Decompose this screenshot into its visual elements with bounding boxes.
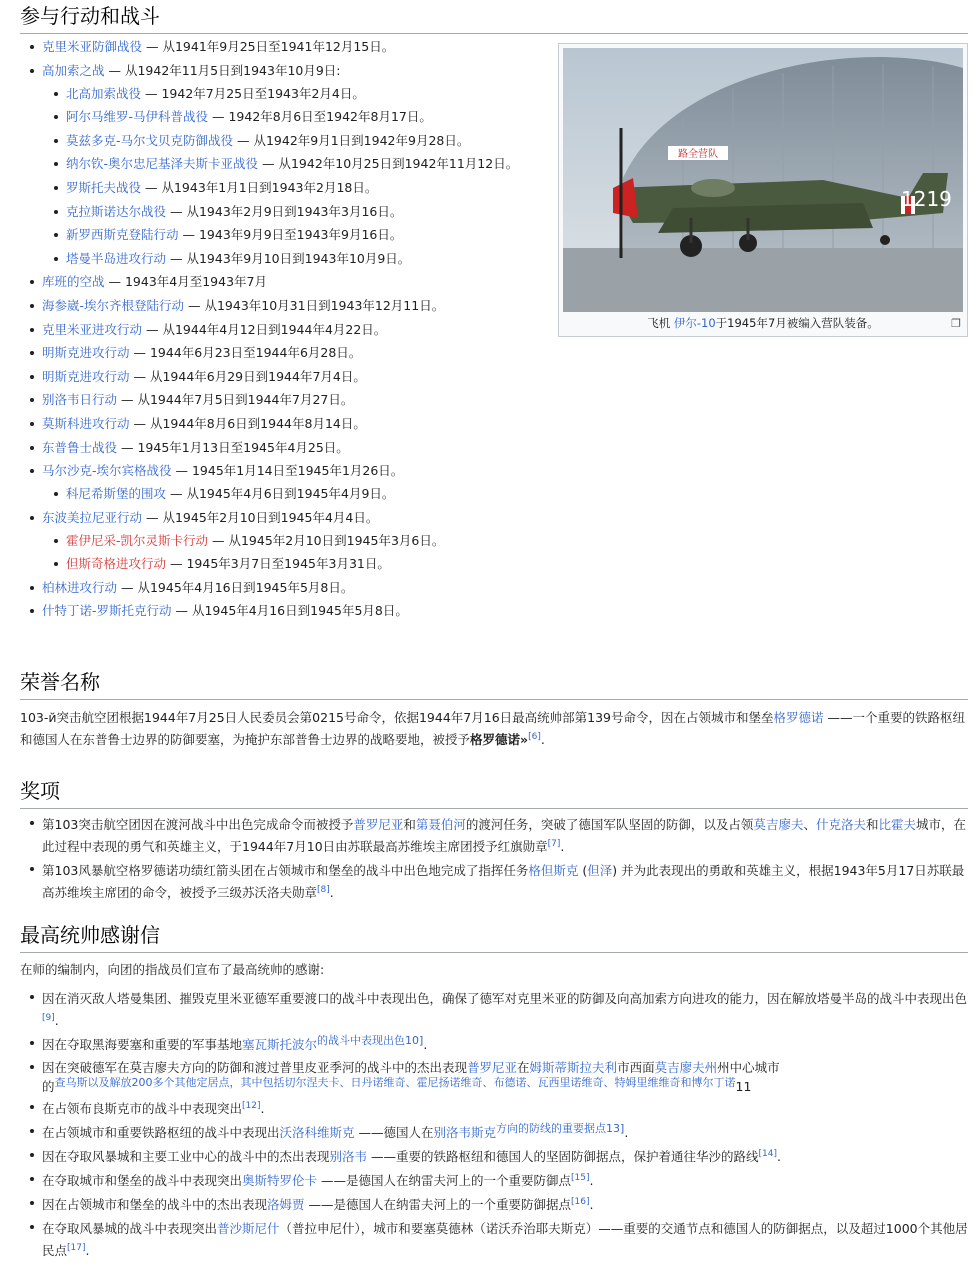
- link-bykhov[interactable]: 比霍夫: [878, 817, 917, 832]
- operation-item: [52, 85, 548, 102]
- operation-link[interactable]: 新罗西斯克登陆行动: [66, 227, 179, 243]
- honor-paragraph: 103-й突击航空团根据1944年7月25日人民委员会第0215号命令，依据1944年7月16日最高统帅部第139号命令，因在占领城市和堡垒格罗德诺 ——一个重要的铁路枢纽和德国人在东普鲁士边界的防御要塞，为掩护东部普鲁士边界的战略要地，被授予格罗德诺»[6].: [20, 710, 966, 747]
- award-item: 第103突击航空团因在渡河战斗中出色完成命令而被授予普罗尼亚和第聂伯河的渡河任务，突破了德国军队坚固的防御，以及占领莫吉廖夫、什克洛夫和比霍夫城市，在此过程中表现的勇气和英雄主义，于1944年7月10日由苏联最高苏维埃主席团授予红旗勋章[7].: [28, 814, 968, 858]
- operation-dates: — 1943年9月9日至1943年9月16日。: [178, 227, 403, 243]
- operation-item: [52, 108, 548, 125]
- operation-link[interactable]: 塔曼半岛进攻行动: [66, 250, 167, 266]
- thanks-item: 在占领城市和重要铁路枢纽的战斗中表现出沃洛科维斯克 ——德国人在别洛韦斯克$^{方向的防线的重要据点13]}$.: [28, 1122, 968, 1144]
- link-pronya[interactable]: 普罗尼亚: [353, 817, 404, 832]
- operation-sublist: [52, 532, 548, 573]
- thanks-item: 在夺取城市和堡垒的战斗中表现突出奥斯特罗伦卡 ——是德国人在纳雷夫河上的一个重要防御点[15].: [28, 1170, 968, 1192]
- enlarge-icon[interactable]: ❐: [951, 317, 961, 330]
- awards-list: [28, 814, 968, 906]
- link-mogilev[interactable]: 莫吉廖夫: [753, 817, 804, 832]
- operation-item: [52, 532, 548, 549]
- link-belovezhsk[interactable]: 别洛韦斯克: [433, 1125, 497, 1140]
- operation-dates: — 从1945年2月10日到1945年4月4日。: [142, 509, 379, 525]
- operation-link[interactable]: 海参崴-埃尔齐根登陆行动: [42, 297, 185, 313]
- thanks-item: 因在夺取黑海要塞和重要的军事基地塞瓦斯托波尔$^{的战斗中表现出色10]}$.: [28, 1034, 968, 1056]
- operation-item: [28, 344, 548, 361]
- operation-item: [28, 273, 548, 290]
- ref-7[interactable]: [7]: [547, 838, 561, 849]
- operation-link[interactable]: 高加索之战: [42, 62, 105, 78]
- thanks-item: 在夺取风暴城的战斗中表现突出普沙斯尼什（普拉申尼什），城市和要塞莫德林（诺沃乔治耶夫斯克）——重要的交通节点和德国人的防御据点，以及超过1000个其他居民点[17].: [28, 1218, 968, 1262]
- operation-link[interactable]: 北高加索战役: [66, 85, 142, 101]
- operation-dates: — 从1942年10月25日到1942年11月12日。: [258, 156, 519, 172]
- section-title-awards: 奖项: [20, 775, 968, 809]
- operation-dates: — 从1942年11月5日到1943年10月9日:: [104, 62, 341, 78]
- operation-item: [28, 602, 548, 619]
- operation-link[interactable]: 但斯奇格进攻行动: [66, 556, 167, 572]
- operation-item: [28, 509, 548, 573]
- thanks-item: 在占领布良斯克市的战斗中表现突出[12].: [28, 1098, 968, 1120]
- operation-item: [28, 368, 548, 385]
- operation-item: [52, 555, 548, 572]
- section-title-thanks: 最高统帅感谢信: [20, 919, 968, 953]
- thanks-item: 因在突破德军在莫吉廖夫方向的防御和渡过普里皮亚季河的战斗中的杰出表现普罗尼亚在姆斯蒂斯拉夫利市西面莫吉廖夫州州中心城市 的$^{查乌斯以及解放200多个其他定居点,其中包括切尔涅夫卡、日丹诺维奇、霍尼扬诺维奇、布德诺、瓦西里诺维奇、特姆里维维奇和博尔丁诺}$11: [28, 1058, 882, 1096]
- operation-dates: — 从1944年6月29日到1944年7月4日。: [129, 368, 366, 384]
- operation-sublist: [52, 485, 548, 502]
- plane-number: 1219: [901, 187, 952, 211]
- operation-dates: — 从1943年2月9日到1943年3月16日。: [166, 203, 403, 219]
- operation-dates: — 从1945年4月6日到1945年4月9日。: [166, 486, 395, 502]
- ref-8[interactable]: [8]: [317, 884, 330, 895]
- operation-dates: — 1945年1月13日至1945年4月25日。: [117, 439, 349, 455]
- ref-17[interactable]: [17]: [67, 1242, 86, 1253]
- operation-dates: — 1942年8月6日至1942年8月17日。: [208, 109, 432, 125]
- operation-link[interactable]: 库班的空战: [42, 274, 105, 290]
- operation-link[interactable]: 马尔沙克-埃尔宾格战役: [42, 463, 172, 479]
- operation-link[interactable]: 霍伊尼采-凯尔灵斯卡行动: [66, 532, 209, 548]
- award-item: 第103风暴航空格罗德诺功绩红箭头团在占领城市和堡垒的战斗中出色地完成了指挥任务格但斯克 (但泽) 并为此表现出的勇敢和英雄主义，根据1943年5月17日苏联最高苏维埃主席团的命令，被授予三级苏沃洛夫勋章[8].: [28, 860, 968, 904]
- link-danzig[interactable]: 但泽: [587, 863, 613, 878]
- link-pronya-2[interactable]: 普罗尼亚: [467, 1060, 518, 1075]
- thanks-list: [28, 988, 968, 1264]
- operation-link[interactable]: 克拉斯诺达尔战役: [66, 203, 167, 219]
- operation-dates: — 1944年6月23日至1944年6月28日。: [129, 345, 362, 361]
- operation-item: [52, 250, 548, 267]
- operation-link[interactable]: 阿尔马维罗-马伊科普战役: [66, 109, 209, 125]
- operation-link[interactable]: 纳尔钦-奥尔忠尼基泽夫斯卡亚战役: [66, 156, 259, 172]
- aircraft-photo[interactable]: [563, 48, 963, 312]
- ref-9[interactable]: [9]: [42, 1012, 55, 1023]
- link-shklov[interactable]: 什克洛夫: [815, 817, 866, 832]
- link-przasnysz[interactable]: 普沙斯尼什: [217, 1221, 280, 1236]
- operation-dates: — 从1943年9月10日到1943年10月9日。: [166, 250, 411, 266]
- link-volkovysk[interactable]: 沃洛科维斯克: [279, 1125, 355, 1140]
- operation-link[interactable]: 莫兹多克-马尔戈贝克防御战役: [66, 132, 234, 148]
- operation-link[interactable]: 莫斯科进攻行动: [42, 415, 130, 431]
- operation-dates: — 从1944年7月5日到1944年7月27日。: [117, 392, 354, 408]
- operation-dates: — 1943年4月至1943年7月: [104, 274, 267, 290]
- operation-item: [28, 297, 548, 314]
- operation-link[interactable]: 明斯克进攻行动: [42, 345, 130, 361]
- operation-item: [52, 203, 548, 220]
- operation-link[interactable]: 克里米亚进攻行动: [42, 321, 143, 337]
- operation-link[interactable]: 东普鲁士战役: [42, 439, 118, 455]
- operation-item: [52, 179, 548, 196]
- operation-dates: — 1945年1月14日至1945年1月26日。: [171, 463, 404, 479]
- operation-link[interactable]: 罗斯托夫战役: [66, 179, 142, 195]
- operation-item: [52, 132, 548, 149]
- operation-dates: — 1942年7月25日至1943年2月4日。: [141, 85, 365, 101]
- operation-link[interactable]: 东波美拉尼亚行动: [42, 509, 143, 525]
- hangar-sign: 路全营队: [678, 149, 718, 160]
- aircraft-figure: [558, 43, 968, 337]
- link-ostroleka[interactable]: 奥斯特罗伦卡: [242, 1173, 318, 1188]
- operation-dates: — 从1942年9月1日到1942年9月28日。: [233, 132, 470, 148]
- link-gdansk[interactable]: 格但斯克: [528, 863, 579, 878]
- figure-caption: 飞机 伊尔-10于1945年7月被编入营队装备。: [647, 316, 879, 330]
- operation-item: [52, 226, 548, 243]
- ref-12[interactable]: [12]: [242, 1100, 261, 1111]
- link-dnieper[interactable]: 第聂伯河: [415, 817, 466, 832]
- thanks-item: 因在消灭敌人塔曼集团、摧毁克里米亚德军重要渡口的战斗中表现出色，确保了德军对克里米亚的防御及向高加索方向进攻的能力，因在解放塔曼半岛的战斗中表现出色[9].: [28, 988, 968, 1032]
- operation-item: [28, 579, 548, 596]
- operation-dates: — 从1941年9月25日至1941年12月15日。: [142, 39, 395, 54]
- operation-item: [28, 415, 548, 432]
- operation-link[interactable]: 明斯克进攻行动: [42, 368, 130, 384]
- ref-14[interactable]: [14]: [758, 1148, 777, 1159]
- operation-link[interactable]: 柏林进攻行动: [42, 579, 118, 595]
- section-title-honor: 荣誉名称: [20, 666, 968, 700]
- operation-item: [28, 462, 548, 502]
- operation-link[interactable]: 科尼希斯堡的围攻: [66, 486, 167, 502]
- operation-dates: — 从1945年2月10日到1945年3月6日。: [208, 532, 445, 548]
- thanks-intro: 在师的编制内，向团的指战员们宣布了最高统帅的感谢:: [20, 962, 325, 977]
- thanks-item: 因在夺取风暴城和主要工业中心的战斗中的杰出表现别洛韦 ——重要的铁路枢纽和德国人的坚固防御据点，保护着通往华沙的路线[14].: [28, 1146, 968, 1168]
- figure-caption-link[interactable]: 伊尔-10: [673, 316, 716, 330]
- operation-item: [28, 391, 548, 408]
- section-title-operations: 参与行动和战斗: [20, 0, 968, 34]
- thanks-item: 因在占领城市和堡垒的战斗中的杰出表现洛姆贾 ——是德国人在纳雷夫河上的一个重要防御据点[16].: [28, 1194, 968, 1216]
- operation-item: [28, 62, 548, 267]
- operation-link[interactable]: 克里米亚防御战役: [42, 39, 143, 54]
- operation-dates: — 从1944年8月6日到1944年8月14日。: [129, 415, 366, 431]
- operation-dates: — 从1943年10月31日到1943年12月11日。: [184, 297, 445, 313]
- operation-link[interactable]: 什特丁诺-罗斯托克行动: [42, 603, 172, 619]
- honor-link-grodno[interactable]: 格罗德诺: [773, 710, 824, 725]
- operation-item: [52, 155, 548, 172]
- operation-dates: — 从1945年4月16日到1945年5月8日。: [117, 579, 354, 595]
- operations-list: [28, 38, 548, 626]
- operation-link[interactable]: 别洛韦日行动: [42, 392, 118, 408]
- operation-dates: — 从1944年4月12日到1944年4月22日。: [142, 321, 387, 337]
- operation-dates: — 从1945年4月16日到1945年5月8日。: [171, 603, 408, 619]
- link-mstislavl[interactable]: 姆斯蒂斯拉夫利: [529, 1060, 618, 1075]
- ref-6[interactable]: [6]: [528, 731, 541, 742]
- link-sevastopol[interactable]: 塞瓦斯托波尔: [242, 1037, 318, 1052]
- ref-16[interactable]: [16]: [571, 1196, 590, 1207]
- operation-item: [52, 485, 548, 502]
- ref-15[interactable]: [15]: [571, 1172, 590, 1183]
- link-mogilev-oblast[interactable]: 莫吉廖夫州: [654, 1060, 718, 1075]
- operation-sublist: [52, 85, 548, 267]
- operation-item: [28, 38, 548, 55]
- operation-item: [28, 321, 548, 338]
- link-bialystok[interactable]: 别洛韦: [329, 1149, 368, 1164]
- operation-dates: — 1945年3月7日至1945年3月31日。: [166, 556, 390, 572]
- operation-dates: — 从1943年1月1日到1943年2月18日。: [141, 179, 378, 195]
- operation-item: [28, 439, 548, 456]
- link-lomza[interactable]: 洛姆贾: [267, 1197, 305, 1212]
